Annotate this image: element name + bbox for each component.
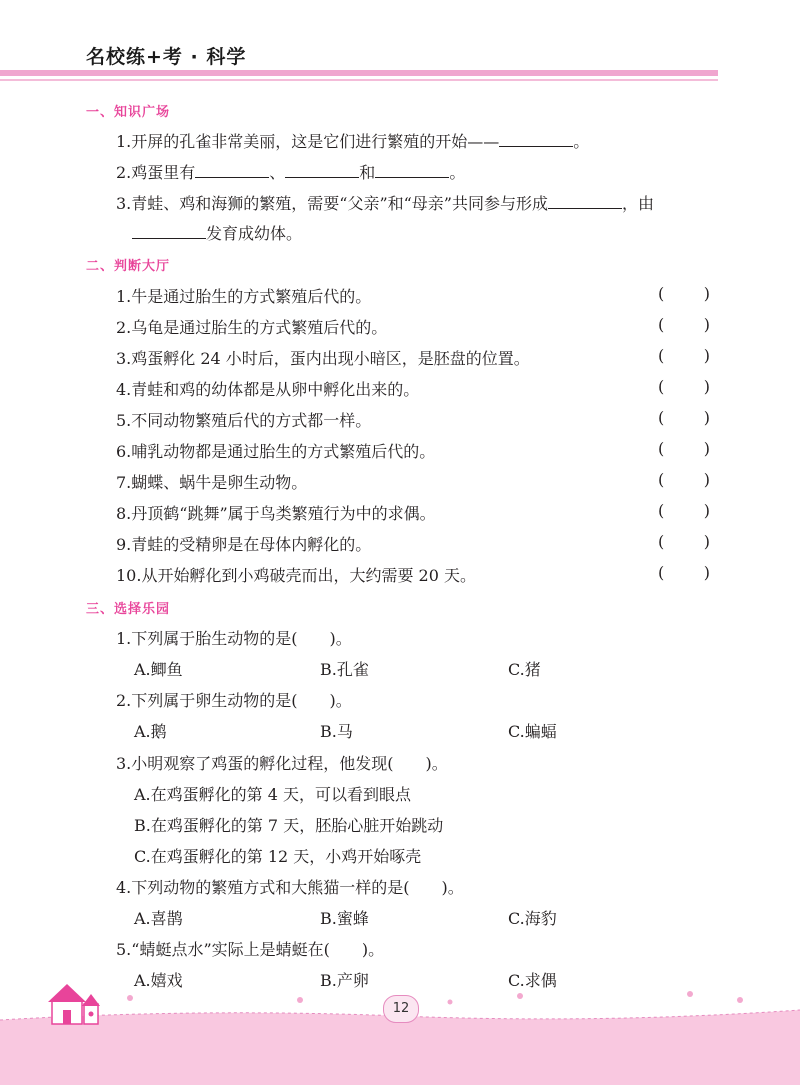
judge-question: 9.青蛙的受精卵是在母体内孵化的。 — [116, 535, 372, 554]
choice-option-b[interactable]: B.马 — [320, 722, 353, 741]
choice-question-2: 2.下列属于卵生动物的是( )。 — [116, 691, 352, 710]
choice-option-b[interactable]: B.蜜蜂 — [320, 909, 369, 928]
paren-close: ) — [703, 563, 710, 582]
paren-close: ) — [703, 408, 710, 427]
answer-parentheses[interactable] — [658, 501, 710, 520]
page-number: 12 — [383, 995, 419, 1023]
judge-question: 6.哺乳动物都是通过胎生的方式繁殖后代的。 — [116, 442, 436, 461]
choice-option-c[interactable]: C.在鸡蛋孵化的第 12 天，小鸡开始啄壳 — [134, 847, 422, 866]
house-icon — [44, 978, 104, 1028]
choice-option-a[interactable]: A.嬉戏 — [134, 971, 183, 990]
paren-close: ) — [703, 501, 710, 520]
paren-close: ) — [703, 377, 710, 396]
judge-question: 10.从开始孵化到小鸡破壳而出，大约需要 20 天。 — [116, 566, 476, 585]
paren-open: ( — [658, 408, 665, 427]
paren-close: ) — [703, 439, 710, 458]
paren-close: ) — [703, 346, 710, 365]
answer-parentheses[interactable] — [658, 284, 710, 303]
answer-blank[interactable] — [195, 163, 269, 178]
choice-option-c[interactable]: C.猪 — [508, 660, 541, 679]
judge-question: 1.牛是通过胎生的方式繁殖后代的。 — [116, 287, 372, 306]
fill-question-3: 3.青蛙、鸡和海狮的繁殖，需要“父亲”和“母亲”共同参与形成 ，由 — [116, 194, 655, 213]
header-line — [0, 79, 718, 81]
choice-option-a[interactable]: A.鹅 — [134, 722, 167, 741]
answer-blank[interactable] — [375, 163, 449, 178]
fill-question-2: 2.鸡蛋里有 、 和 。 — [116, 163, 466, 182]
paren-close: ) — [703, 470, 710, 489]
judge-question: 5.不同动物繁殖后代的方式都一样。 — [116, 411, 372, 430]
choice-question-3: 3.小明观察了鸡蛋的孵化过程，他发现( )。 — [116, 754, 448, 773]
choice-option-c[interactable]: C.求偶 — [508, 971, 557, 990]
choice-question-4: 4.下列动物的繁殖方式和大熊猫一样的是( )。 — [116, 878, 464, 897]
choice-option-b[interactable]: B.产卵 — [320, 971, 369, 990]
section-title-choice: 三、选择乐园 — [86, 602, 171, 617]
choice-option-c[interactable]: C.海豹 — [508, 909, 557, 928]
answer-parentheses[interactable] — [658, 470, 710, 489]
choice-question-1: 1.下列属于胎生动物的是( )。 — [116, 629, 352, 648]
choice-question-5: 5.“蜻蜓点水”实际上是蜻蜓在( )。 — [116, 940, 385, 959]
answer-parentheses[interactable] — [658, 563, 710, 582]
answer-parentheses[interactable] — [658, 315, 710, 334]
paren-open: ( — [658, 470, 665, 489]
fill-question-3-cont: 发育成幼体。 — [132, 221, 302, 244]
judge-question: 2.乌龟是通过胎生的方式繁殖后代的。 — [116, 318, 388, 337]
answer-blank[interactable] — [132, 224, 206, 239]
header-band — [0, 70, 718, 76]
choice-option-a[interactable]: A.在鸡蛋孵化的第 4 天，可以看到眼点 — [134, 785, 411, 804]
judge-question: 4.青蛙和鸡的幼体都是从卵中孵化出来的。 — [116, 380, 420, 399]
paren-open: ( — [658, 439, 665, 458]
header-title: 名校练+考 · 科学 — [86, 46, 247, 68]
judge-question: 3.鸡蛋孵化 24 小时后，蛋内出现小暗区，是胚盘的位置。 — [116, 349, 530, 368]
answer-blank[interactable] — [548, 194, 622, 209]
section-title-knowledge: 一、知识广场 — [86, 105, 171, 120]
paren-open: ( — [658, 377, 665, 396]
paren-close: ) — [703, 315, 710, 334]
choice-option-b[interactable]: B.孔雀 — [320, 660, 369, 679]
answer-parentheses[interactable] — [658, 346, 710, 365]
fill-question-1: 1.开屏的孔雀非常美丽，这是它们进行繁殖的开始—— 。 — [116, 132, 590, 151]
paren-open: ( — [658, 532, 665, 551]
answer-parentheses[interactable] — [658, 377, 710, 396]
section-title-judge: 二、判断大厅 — [86, 259, 171, 274]
answer-parentheses[interactable] — [658, 408, 710, 427]
answer-parentheses[interactable] — [658, 439, 710, 458]
judge-question: 7.蝴蝶、蜗牛是卵生动物。 — [116, 473, 308, 492]
choice-option-c[interactable]: C.蝙蝠 — [508, 722, 557, 741]
paren-open: ( — [658, 501, 665, 520]
paren-open: ( — [658, 315, 665, 334]
choice-option-b[interactable]: B.在鸡蛋孵化的第 7 天，胚胎心脏开始跳动 — [134, 816, 444, 835]
paren-open: ( — [658, 346, 665, 365]
paren-open: ( — [658, 563, 665, 582]
answer-blank[interactable] — [499, 132, 573, 147]
paren-close: ) — [703, 284, 710, 303]
choice-option-a[interactable]: A.鲫鱼 — [134, 660, 183, 679]
answer-parentheses[interactable] — [658, 532, 710, 551]
judge-question: 8.丹顶鹤“跳舞”属于鸟类繁殖行为中的求偶。 — [116, 504, 436, 523]
paren-close: ) — [703, 532, 710, 551]
answer-blank[interactable] — [285, 163, 359, 178]
choice-option-a[interactable]: A.喜鹊 — [134, 909, 183, 928]
paren-open: ( — [658, 284, 665, 303]
